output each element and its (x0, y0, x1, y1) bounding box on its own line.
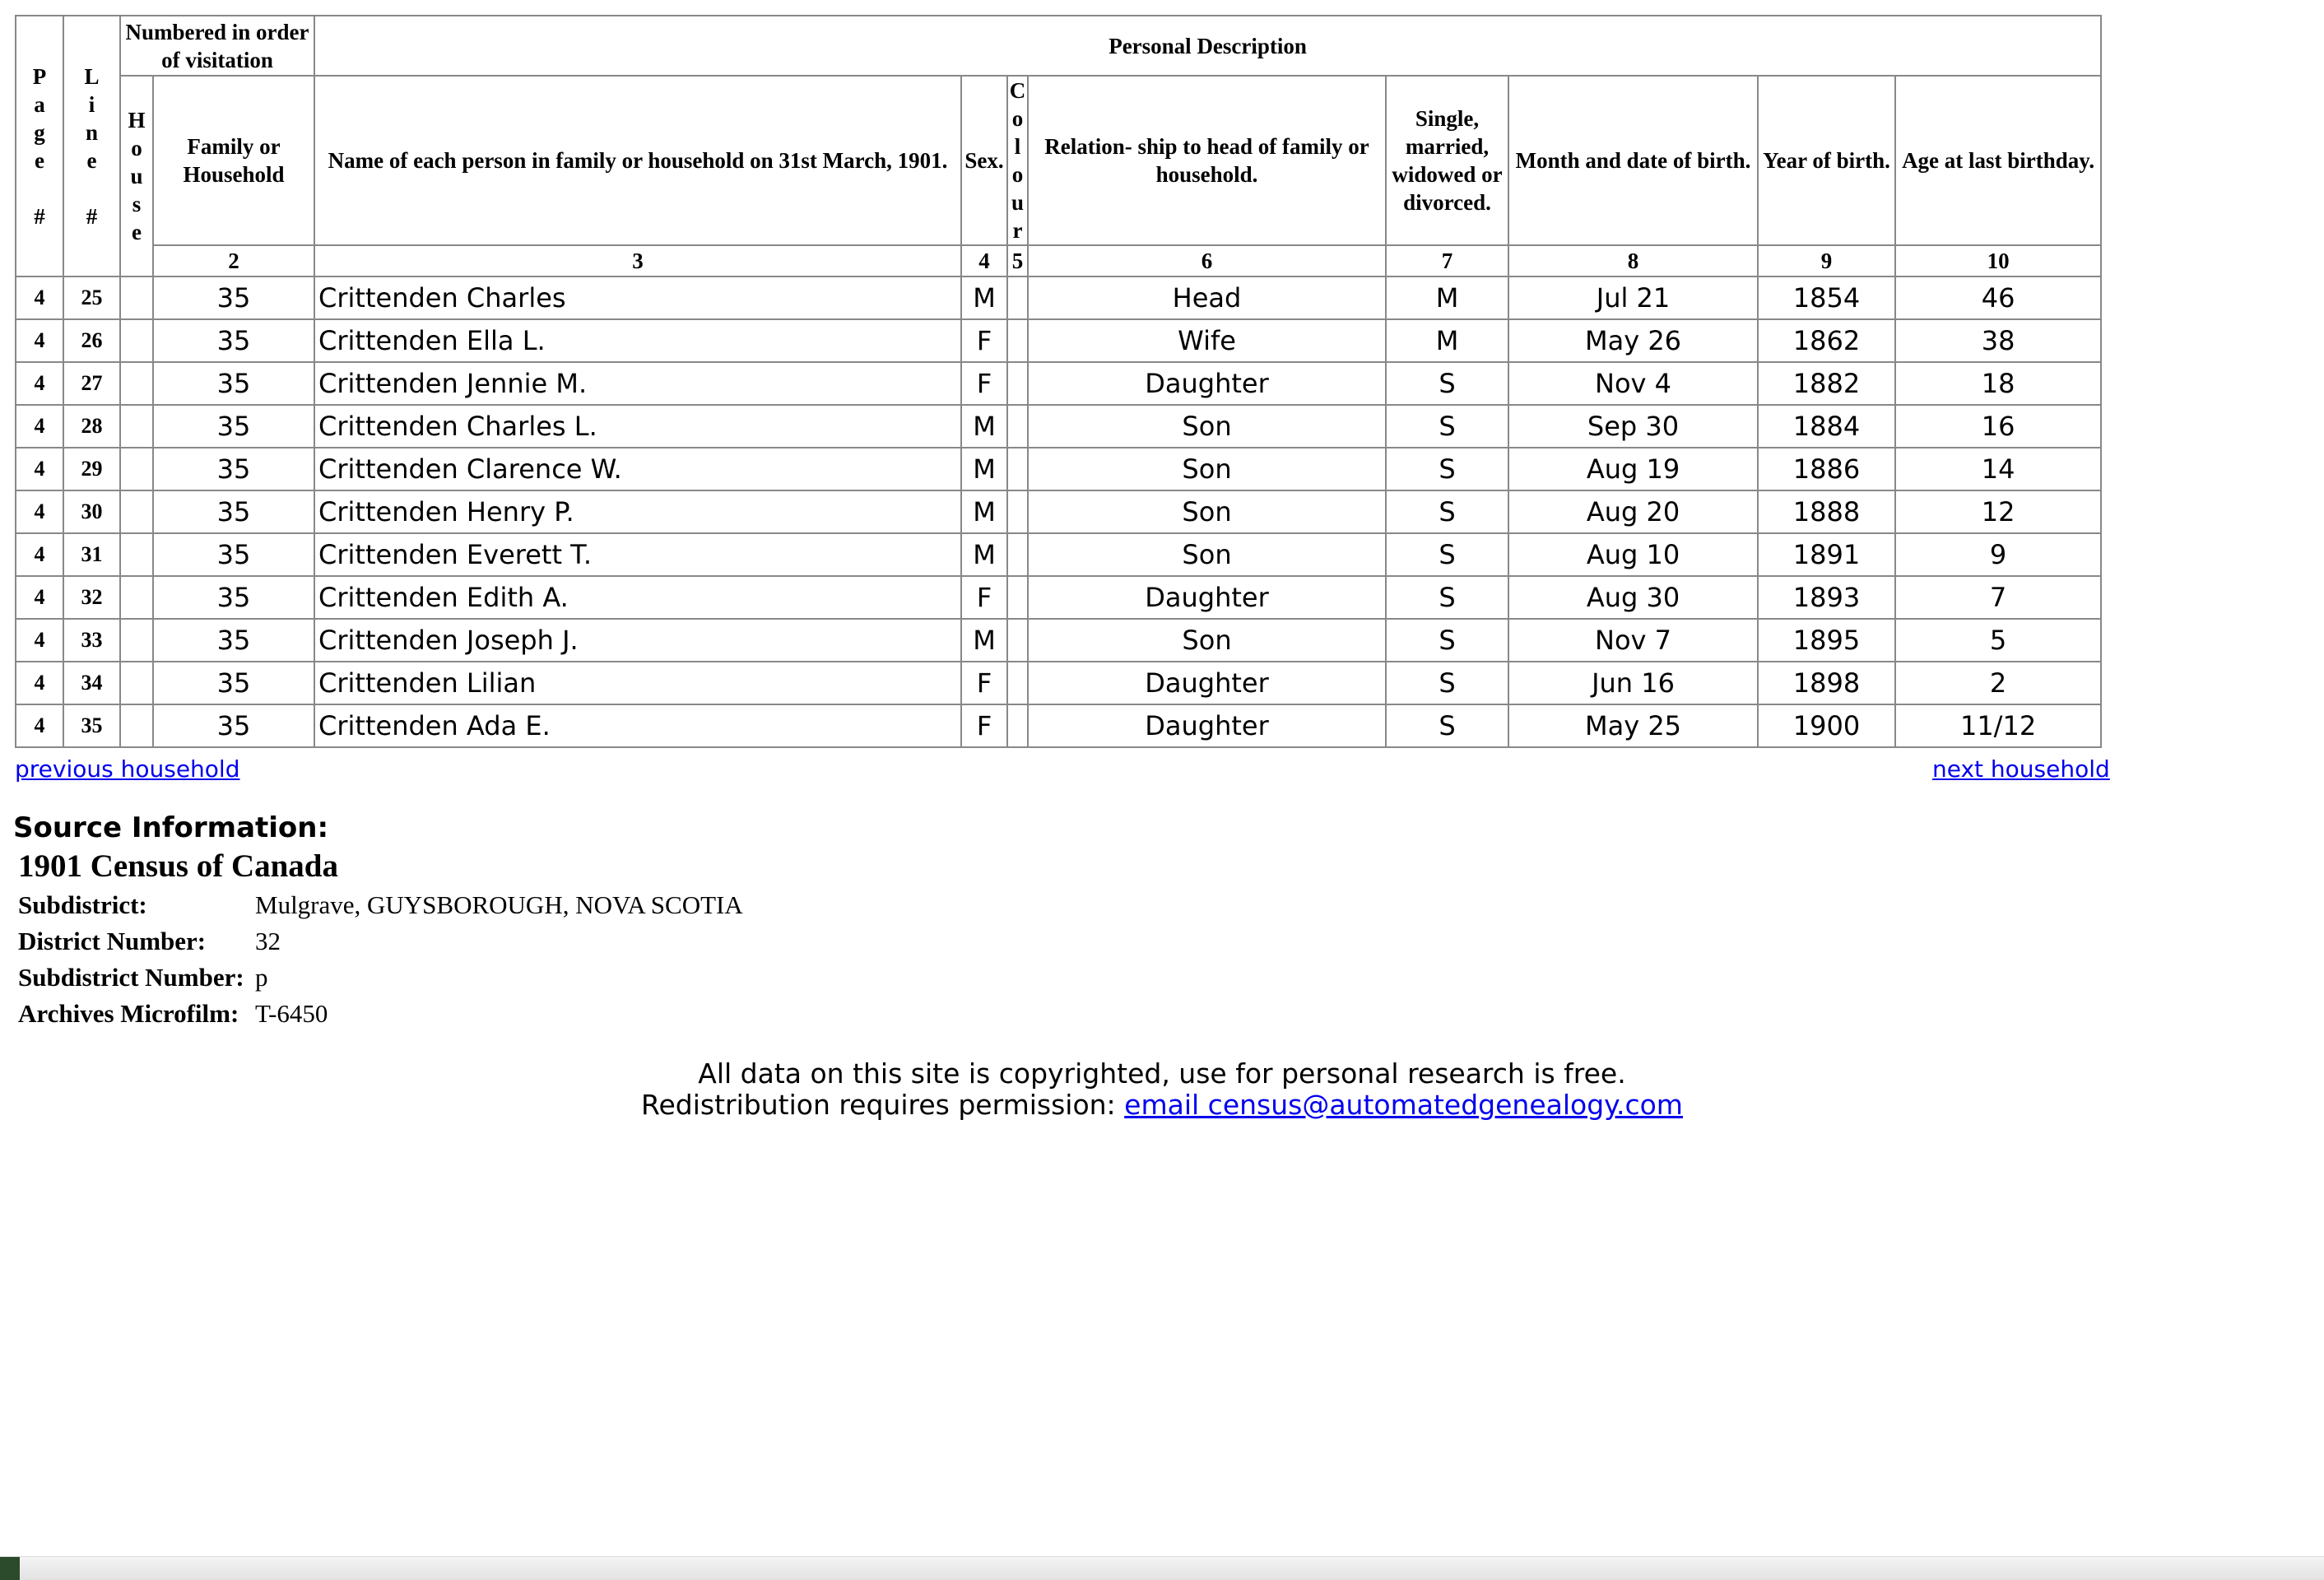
source-details-table (15, 887, 746, 1032)
name-cell: Crittenden Charles L. (314, 405, 961, 448)
birth-year-cell: 1886 (1758, 448, 1895, 490)
birth-year-header: Year of birth. (1758, 76, 1895, 245)
name-cell: Crittenden Ella L. (314, 319, 961, 362)
sex-header: Sex. (961, 76, 1007, 245)
colour-header: C o l o u r (1007, 76, 1028, 245)
birth-date-cell: May 25 (1508, 704, 1758, 747)
marital-status-cell: S (1386, 448, 1508, 490)
colour-cell (1007, 576, 1028, 619)
source-field-row (15, 923, 746, 960)
marital-status-cell: S (1386, 619, 1508, 662)
marital-status-cell: S (1386, 490, 1508, 533)
birth-year-cell: 1862 (1758, 319, 1895, 362)
birth-date-cell: Aug 20 (1508, 490, 1758, 533)
source-field-value: Mulgrave, GUYSBOROUGH, NOVA SCOTIA (255, 890, 743, 919)
window-corner (0, 1557, 20, 1580)
name-cell: Crittenden Henry P. (314, 490, 961, 533)
source-field-label: Subdistrict Number: (18, 963, 244, 992)
line-cell: 28 (63, 405, 120, 448)
page-number-header: P a g e # (16, 16, 63, 276)
census-rows (16, 276, 2101, 747)
column-number: 3 (314, 245, 961, 276)
relationship-cell: Son (1028, 533, 1386, 576)
census-table (15, 15, 2102, 748)
age-cell: 38 (1895, 319, 2101, 362)
source-title: 1901 Census of Canada (18, 848, 338, 884)
family-cell: 35 (153, 662, 314, 704)
age-cell: 9 (1895, 533, 2101, 576)
sex-cell: M (961, 448, 1007, 490)
age-cell: 7 (1895, 576, 2101, 619)
age-cell: 11/12 (1895, 704, 2101, 747)
relationship-cell: Daughter (1028, 704, 1386, 747)
table-row (16, 704, 2101, 747)
window-bottom-edge (0, 1556, 2324, 1580)
age-header: Age at last birthday. (1895, 76, 2101, 245)
page-cell: 4 (16, 448, 63, 490)
birth-year-cell: 1900 (1758, 704, 1895, 747)
line-cell: 27 (63, 362, 120, 405)
relationship-cell: Son (1028, 448, 1386, 490)
age-cell: 12 (1895, 490, 2101, 533)
sex-cell: M (961, 490, 1007, 533)
sex-cell: F (961, 662, 1007, 704)
birth-month-date-header: Month and date of birth. (1508, 76, 1758, 245)
table-row (16, 619, 2101, 662)
name-cell: Crittenden Ada E. (314, 704, 961, 747)
relationship-cell: Daughter (1028, 662, 1386, 704)
age-cell: 14 (1895, 448, 2101, 490)
table-row (16, 448, 2101, 490)
marital-status-cell: S (1386, 533, 1508, 576)
line-cell: 29 (63, 448, 120, 490)
birth-year-cell: 1884 (1758, 405, 1895, 448)
source-field-value: p (255, 963, 268, 992)
line-cell: 34 (63, 662, 120, 704)
colour-cell (1007, 448, 1028, 490)
email-link[interactable]: email census@automatedgenealogy.com (1124, 1089, 1683, 1121)
marital-status-cell: S (1386, 576, 1508, 619)
age-cell: 18 (1895, 362, 2101, 405)
house-cell (120, 533, 153, 576)
column-number: 10 (1895, 245, 2101, 276)
relationship-cell: Wife (1028, 319, 1386, 362)
birth-date-cell: Nov 7 (1508, 619, 1758, 662)
line-cell: 31 (63, 533, 120, 576)
marital-status-cell: M (1386, 319, 1508, 362)
column-number: 9 (1758, 245, 1895, 276)
marital-status-cell: S (1386, 662, 1508, 704)
line-cell: 25 (63, 276, 120, 319)
previous-household-link[interactable]: previous household (15, 755, 240, 783)
source-field-row (15, 960, 746, 996)
house-cell (120, 319, 153, 362)
family-household-header: Family or Household (153, 76, 314, 245)
page-cell: 4 (16, 319, 63, 362)
sex-cell: M (961, 619, 1007, 662)
table-row (16, 576, 2101, 619)
table-row (16, 319, 2101, 362)
source-field-label: Archives Microfilm: (18, 999, 239, 1028)
house-cell (120, 362, 153, 405)
relationship-cell: Head (1028, 276, 1386, 319)
line-cell: 35 (63, 704, 120, 747)
name-cell: Crittenden Clarence W. (314, 448, 961, 490)
house-cell (120, 619, 153, 662)
line-cell: 30 (63, 490, 120, 533)
age-cell: 5 (1895, 619, 2101, 662)
relationship-cell: Daughter (1028, 576, 1386, 619)
page-cell: 4 (16, 490, 63, 533)
sex-cell: M (961, 276, 1007, 319)
age-cell: 46 (1895, 276, 2101, 319)
family-cell: 35 (153, 704, 314, 747)
birth-year-cell: 1893 (1758, 576, 1895, 619)
house-cell (120, 662, 153, 704)
name-cell: Crittenden Everett T. (314, 533, 961, 576)
name-cell: Crittenden Jennie M. (314, 362, 961, 405)
page-cell: 4 (16, 276, 63, 319)
marital-status-cell: M (1386, 276, 1508, 319)
family-cell: 35 (153, 319, 314, 362)
age-cell: 2 (1895, 662, 2101, 704)
name-cell: Crittenden Lilian (314, 662, 961, 704)
birth-date-cell: Sep 30 (1508, 405, 1758, 448)
page-cell: 4 (16, 662, 63, 704)
source-field-label: Subdistrict: (18, 890, 147, 919)
colour-cell (1007, 533, 1028, 576)
family-cell: 35 (153, 576, 314, 619)
house-cell (120, 576, 153, 619)
table-row (16, 490, 2101, 533)
birth-year-cell: 1895 (1758, 619, 1895, 662)
family-cell: 35 (153, 448, 314, 490)
sex-cell: F (961, 576, 1007, 619)
house-cell (120, 405, 153, 448)
column-number: 4 (961, 245, 1007, 276)
house-cell (120, 704, 153, 747)
name-cell: Crittenden Joseph J. (314, 619, 961, 662)
copyright-notice: All data on this site is copyrighted, use for personal research is free. (698, 1057, 1626, 1090)
source-field-value: T-6450 (255, 999, 328, 1028)
colour-cell (1007, 405, 1028, 448)
column-number: 6 (1028, 245, 1386, 276)
next-household-link[interactable]: next household (1932, 755, 2110, 783)
name-cell: Crittenden Edith A. (314, 576, 961, 619)
relationship-header: Relation- ship to head of family or household. (1028, 76, 1386, 245)
name-cell: Crittenden Charles (314, 276, 961, 319)
table-row (16, 405, 2101, 448)
birth-year-cell: 1854 (1758, 276, 1895, 319)
colour-cell (1007, 319, 1028, 362)
marital-status-cell: S (1386, 405, 1508, 448)
birth-year-cell: 1891 (1758, 533, 1895, 576)
page-cell: 4 (16, 533, 63, 576)
relationship-cell: Son (1028, 619, 1386, 662)
house-cell (120, 448, 153, 490)
column-number: 8 (1508, 245, 1758, 276)
family-cell: 35 (153, 619, 314, 662)
birth-date-cell: Nov 4 (1508, 362, 1758, 405)
redistribution-text: Redistribution requires permission: (641, 1089, 1125, 1121)
source-information-heading: Source Information: (13, 811, 329, 844)
birth-date-cell: Jun 16 (1508, 662, 1758, 704)
table-row (16, 662, 2101, 704)
sex-cell: F (961, 319, 1007, 362)
colour-cell (1007, 704, 1028, 747)
sex-cell: M (961, 533, 1007, 576)
colour-cell (1007, 276, 1028, 319)
page-cell: 4 (16, 619, 63, 662)
page-cell: 4 (16, 362, 63, 405)
age-cell: 16 (1895, 405, 2101, 448)
birth-date-cell: Aug 19 (1508, 448, 1758, 490)
birth-date-cell: Aug 30 (1508, 576, 1758, 619)
marital-status-header: Single, married, widowed or divorced. (1386, 76, 1508, 245)
birth-year-cell: 1888 (1758, 490, 1895, 533)
line-cell: 26 (63, 319, 120, 362)
source-field-value: 32 (255, 927, 281, 955)
numbered-in-order-header: Numbered in order of visitation (120, 16, 314, 76)
sex-cell: F (961, 362, 1007, 405)
source-field-row (15, 996, 746, 1032)
column-number: 2 (153, 245, 314, 276)
birth-date-cell: Jul 21 (1508, 276, 1758, 319)
birth-date-cell: May 26 (1508, 319, 1758, 362)
relationship-cell: Daughter (1028, 362, 1386, 405)
relationship-cell: Son (1028, 405, 1386, 448)
column-number: 5 (1007, 245, 1028, 276)
family-cell: 35 (153, 362, 314, 405)
house-header: H o u s e (120, 76, 153, 276)
family-cell: 35 (153, 405, 314, 448)
family-cell: 35 (153, 533, 314, 576)
colour-cell (1007, 662, 1028, 704)
table-row (16, 276, 2101, 319)
line-number-header: L i n e # (63, 16, 120, 276)
copyright-footer (0, 1058, 2324, 1121)
line-cell: 33 (63, 619, 120, 662)
source-field-label: District Number: (18, 927, 207, 955)
table-row (16, 362, 2101, 405)
source-field-row (15, 887, 746, 923)
house-cell (120, 276, 153, 319)
page-cell: 4 (16, 576, 63, 619)
table-row (16, 533, 2101, 576)
page-cell: 4 (16, 405, 63, 448)
family-cell: 35 (153, 490, 314, 533)
house-cell (120, 490, 153, 533)
colour-cell (1007, 362, 1028, 405)
redistribution-notice (0, 1090, 2324, 1121)
marital-status-cell: S (1386, 704, 1508, 747)
personal-description-header: Personal Description (314, 16, 2101, 76)
birth-year-cell: 1882 (1758, 362, 1895, 405)
relationship-cell: Son (1028, 490, 1386, 533)
colour-cell (1007, 490, 1028, 533)
page-cell: 4 (16, 704, 63, 747)
sex-cell: M (961, 405, 1007, 448)
colour-cell (1007, 619, 1028, 662)
birth-year-cell: 1898 (1758, 662, 1895, 704)
birth-date-cell: Aug 10 (1508, 533, 1758, 576)
column-number: 7 (1386, 245, 1508, 276)
family-cell: 35 (153, 276, 314, 319)
marital-status-cell: S (1386, 362, 1508, 405)
sex-cell: F (961, 704, 1007, 747)
line-cell: 32 (63, 576, 120, 619)
name-header: Name of each person in family or household on 31st March, 1901. (314, 76, 961, 245)
